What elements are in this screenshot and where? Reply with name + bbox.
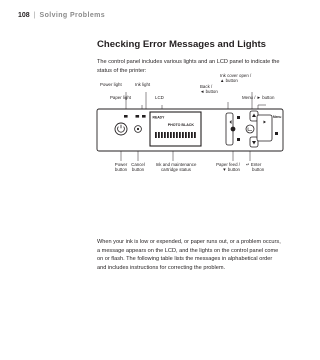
- paper-feed-label-line2: ▼ button: [222, 167, 240, 173]
- cancel-button-label-line1: Cancel: [131, 162, 145, 167]
- ink-maintenance-label: [156, 162, 197, 173]
- ink-cover-label: [220, 73, 251, 84]
- enter-button-label-line2: button: [252, 167, 265, 173]
- lcd-label: LCD: [155, 95, 164, 100]
- back-button-label-line1: Back /: [200, 84, 213, 89]
- ink-cover-label-line2: ▲ button: [220, 78, 238, 84]
- paper-feed-label: [216, 162, 240, 173]
- control-panel-figure: [90, 72, 290, 222]
- ink-maintenance-label-line1: Ink and maintenance: [155, 162, 197, 167]
- lcd-ready-text: READY: [152, 115, 165, 120]
- intro-paragraph: The control panel includes various lights and an LCD panel to indicate the status of the printer:: [97, 59, 280, 74]
- ink-maintenance-label-line2: cartridge status: [160, 167, 192, 173]
- enter-button-icon: [246, 125, 254, 133]
- header-separator: |: [33, 12, 36, 19]
- back-button-label: [200, 84, 218, 95]
- page-title: Checking Error Messages and Lights: [97, 39, 267, 50]
- paper-light-icon: [136, 115, 140, 118]
- section-title: Solving Problems: [39, 12, 106, 19]
- page-number: 108: [18, 12, 30, 19]
- ink-light-label: Ink light: [135, 82, 151, 87]
- menu-button-icon: [257, 115, 272, 141]
- menu-key-label: Menu: [273, 115, 282, 119]
- lcd-photo-black-text: PHOTO BLACK: [167, 123, 194, 127]
- power-light-label: Power light: [100, 82, 122, 87]
- paper-feed-label-line1: Paper feed /: [216, 162, 240, 167]
- cancel-button-label: [131, 162, 145, 173]
- power-button-label-line1: Power: [114, 162, 128, 167]
- ink-light-icon: [142, 115, 146, 118]
- power-button-label: [115, 162, 127, 173]
- power-light-icon: [124, 115, 128, 118]
- ink-cover-label-line1: Ink cover open /: [220, 73, 252, 78]
- enter-button-label: [246, 162, 264, 173]
- enter-button-label-line1: ↵ Enter: [246, 162, 262, 167]
- page-header: [18, 12, 105, 19]
- paper-light-label: Paper light: [110, 95, 131, 100]
- menu-button-label: Menu / ► button: [242, 95, 275, 100]
- back-button-label-line2: ◄ button: [200, 89, 218, 95]
- power-button-label-line2: button: [114, 167, 128, 173]
- body-paragraph: When your ink is low or expended, or paper runs out, or a problem occurs, a message appears on the LCD, and the lights on the control panel come on or flash. The following table lists the messages in alphabetical order and includes instructions for correcting the problem.: [97, 239, 281, 271]
- cancel-button-label-line2: button: [131, 167, 145, 173]
